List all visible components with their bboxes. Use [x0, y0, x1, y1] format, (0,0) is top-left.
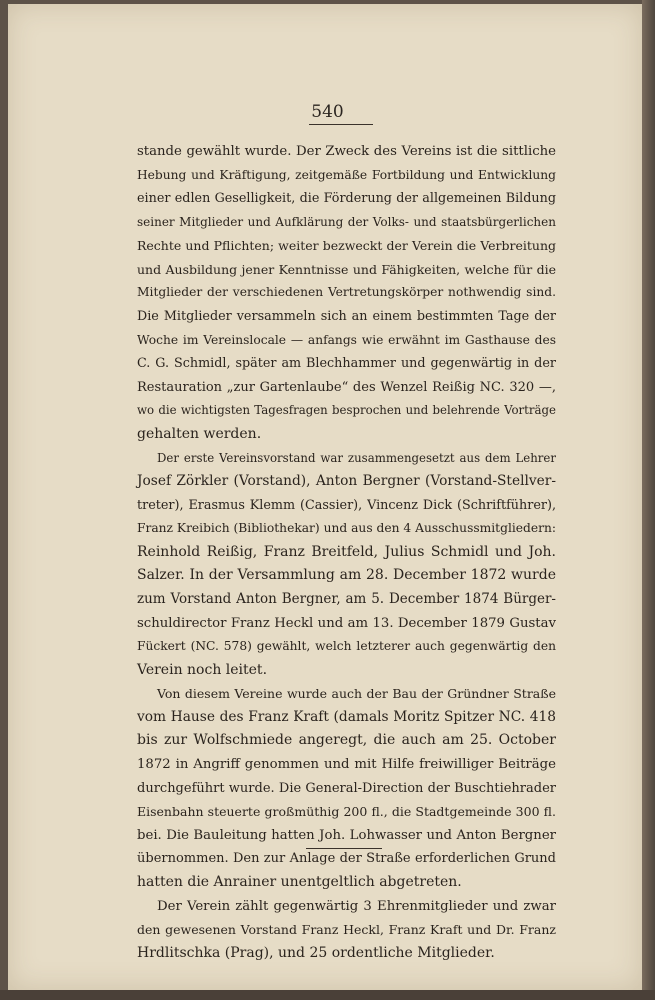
text-line: Hebung und Kräftigung, zeitgemäße Fortbildung und Entwicklung — [137, 167, 556, 182]
text-line: Woche im Vereinslocale — anfangs wie erwähnt im Gasthause des — [137, 332, 556, 347]
text-line: Eisenbahn steuerte großmüthig 200 fl., die Stadtgemeinde 300 fl. — [137, 804, 556, 820]
text-line: bei. Die Bauleitung hatten Joh. Lohwasser und Anton Bergner — [137, 827, 556, 843]
text-line: wo die wichtigsten Tagesfragen besprochen und belehrende Vorträge — [137, 403, 556, 418]
paragraph — [137, 895, 556, 966]
text-line: Von diesem Vereine wurde auch der Bau der Gründner Straße — [157, 686, 556, 702]
text-line: und Ausbildung jener Kenntnisse und Fähigkeiten, welche für die — [137, 261, 556, 277]
text-line: Josef Zörkler (Vorstand), Anton Bergner (Vorstand-Stellver- — [137, 473, 556, 490]
text-line: Hrdlitschka (Prag), und 25 ordentliche Mitglieder. — [137, 944, 495, 961]
page-bottom-shadow — [0, 990, 655, 1000]
text-line: Mitglieder der verschiedenen Vertretungskörper nothwendig sind. — [137, 285, 556, 300]
text-line: vom Hause des Franz Kraft (damals Moritz Spitzer NC. 418 — [137, 708, 556, 725]
text-line: Reinhold Reißig, Franz Breitfeld, Julius Schmidl und Joh. — [137, 543, 556, 560]
page-edge-shadow — [642, 0, 655, 1000]
text-line: durchgeführt wurde. Die General-Direction der Buschtiehrader — [137, 780, 556, 796]
text-line: treter), Erasmus Klemm (Cassier), Vincenz Dick (Schriftführer), — [137, 497, 556, 513]
text-line: Fückert (NC. 578) gewählt, welch letzterer auch gegenwärtig den — [137, 639, 556, 654]
text-line: Franz Kreibich (Bibliothekar) und aus den 4 Ausschussmitgliedern: — [137, 521, 556, 536]
text-line: bis zur Wolfschmiede angeregt, die auch am 25. October — [137, 732, 556, 749]
text-line: Restauration „zur Gartenlaube“ des Wenzel Reißig NC. 320 —, — [137, 379, 556, 395]
page-number: 540 — [311, 102, 344, 122]
text-line: zum Vorstand Anton Bergner, am 5. December 1874 Bürger- — [137, 590, 556, 607]
text-line: Verein noch leitet. — [137, 661, 268, 678]
text-line: übernommen. Den zur Anlage der Straße erforderlichen Grund — [137, 851, 556, 867]
text-line: Salzer. In der Versammlung am 28. December 1872 wurde — [137, 567, 556, 584]
text-line: hatten die Anrainer unentgeltlich abgetreten. — [137, 873, 462, 890]
paragraph — [137, 140, 556, 447]
closing-rule — [306, 848, 382, 849]
text-line: Der erste Vereinsvorstand war zusammengesetzt aus dem Lehrer — [157, 450, 556, 465]
text-line: Der Verein zählt gegenwärtig 3 Ehrenmitglieder und zwar — [157, 898, 556, 914]
text-line: Die Mitglieder versammeln sich an einem bestimmten Tage der — [137, 309, 556, 325]
text-line: einer edlen Geselligkeit, die Förderung der allgemeinen Bildung — [137, 191, 556, 207]
text-line: gehalten werden. — [137, 425, 262, 442]
text-line: C. G. Schmidl, später am Blechhammer und gegenwärtig in der — [137, 356, 556, 372]
text-line: stande gewählt wurde. Der Zweck des Vereins ist die sittliche — [137, 144, 556, 159]
page-number-rule — [309, 124, 373, 125]
paragraph — [137, 682, 556, 894]
text-line: 1872 in Angriff genommen und mit Hilfe freiwilliger Beiträge — [137, 757, 556, 773]
text-line: den gewesenen Vorstand Franz Heckl, Franz Kraft und Dr. Franz — [137, 922, 556, 938]
body-text — [137, 140, 556, 965]
text-line: schuldirector Franz Heckl und am 13. December 1879 Gustav — [137, 615, 556, 631]
paragraph — [137, 447, 556, 683]
text-line: Rechte und Pflichten; weiter bezweckt der Verein die Verbreitung — [137, 238, 556, 254]
text-line: seiner Mitglieder und Aufklärung der Volks- und staatsbürgerlichen — [137, 214, 556, 229]
